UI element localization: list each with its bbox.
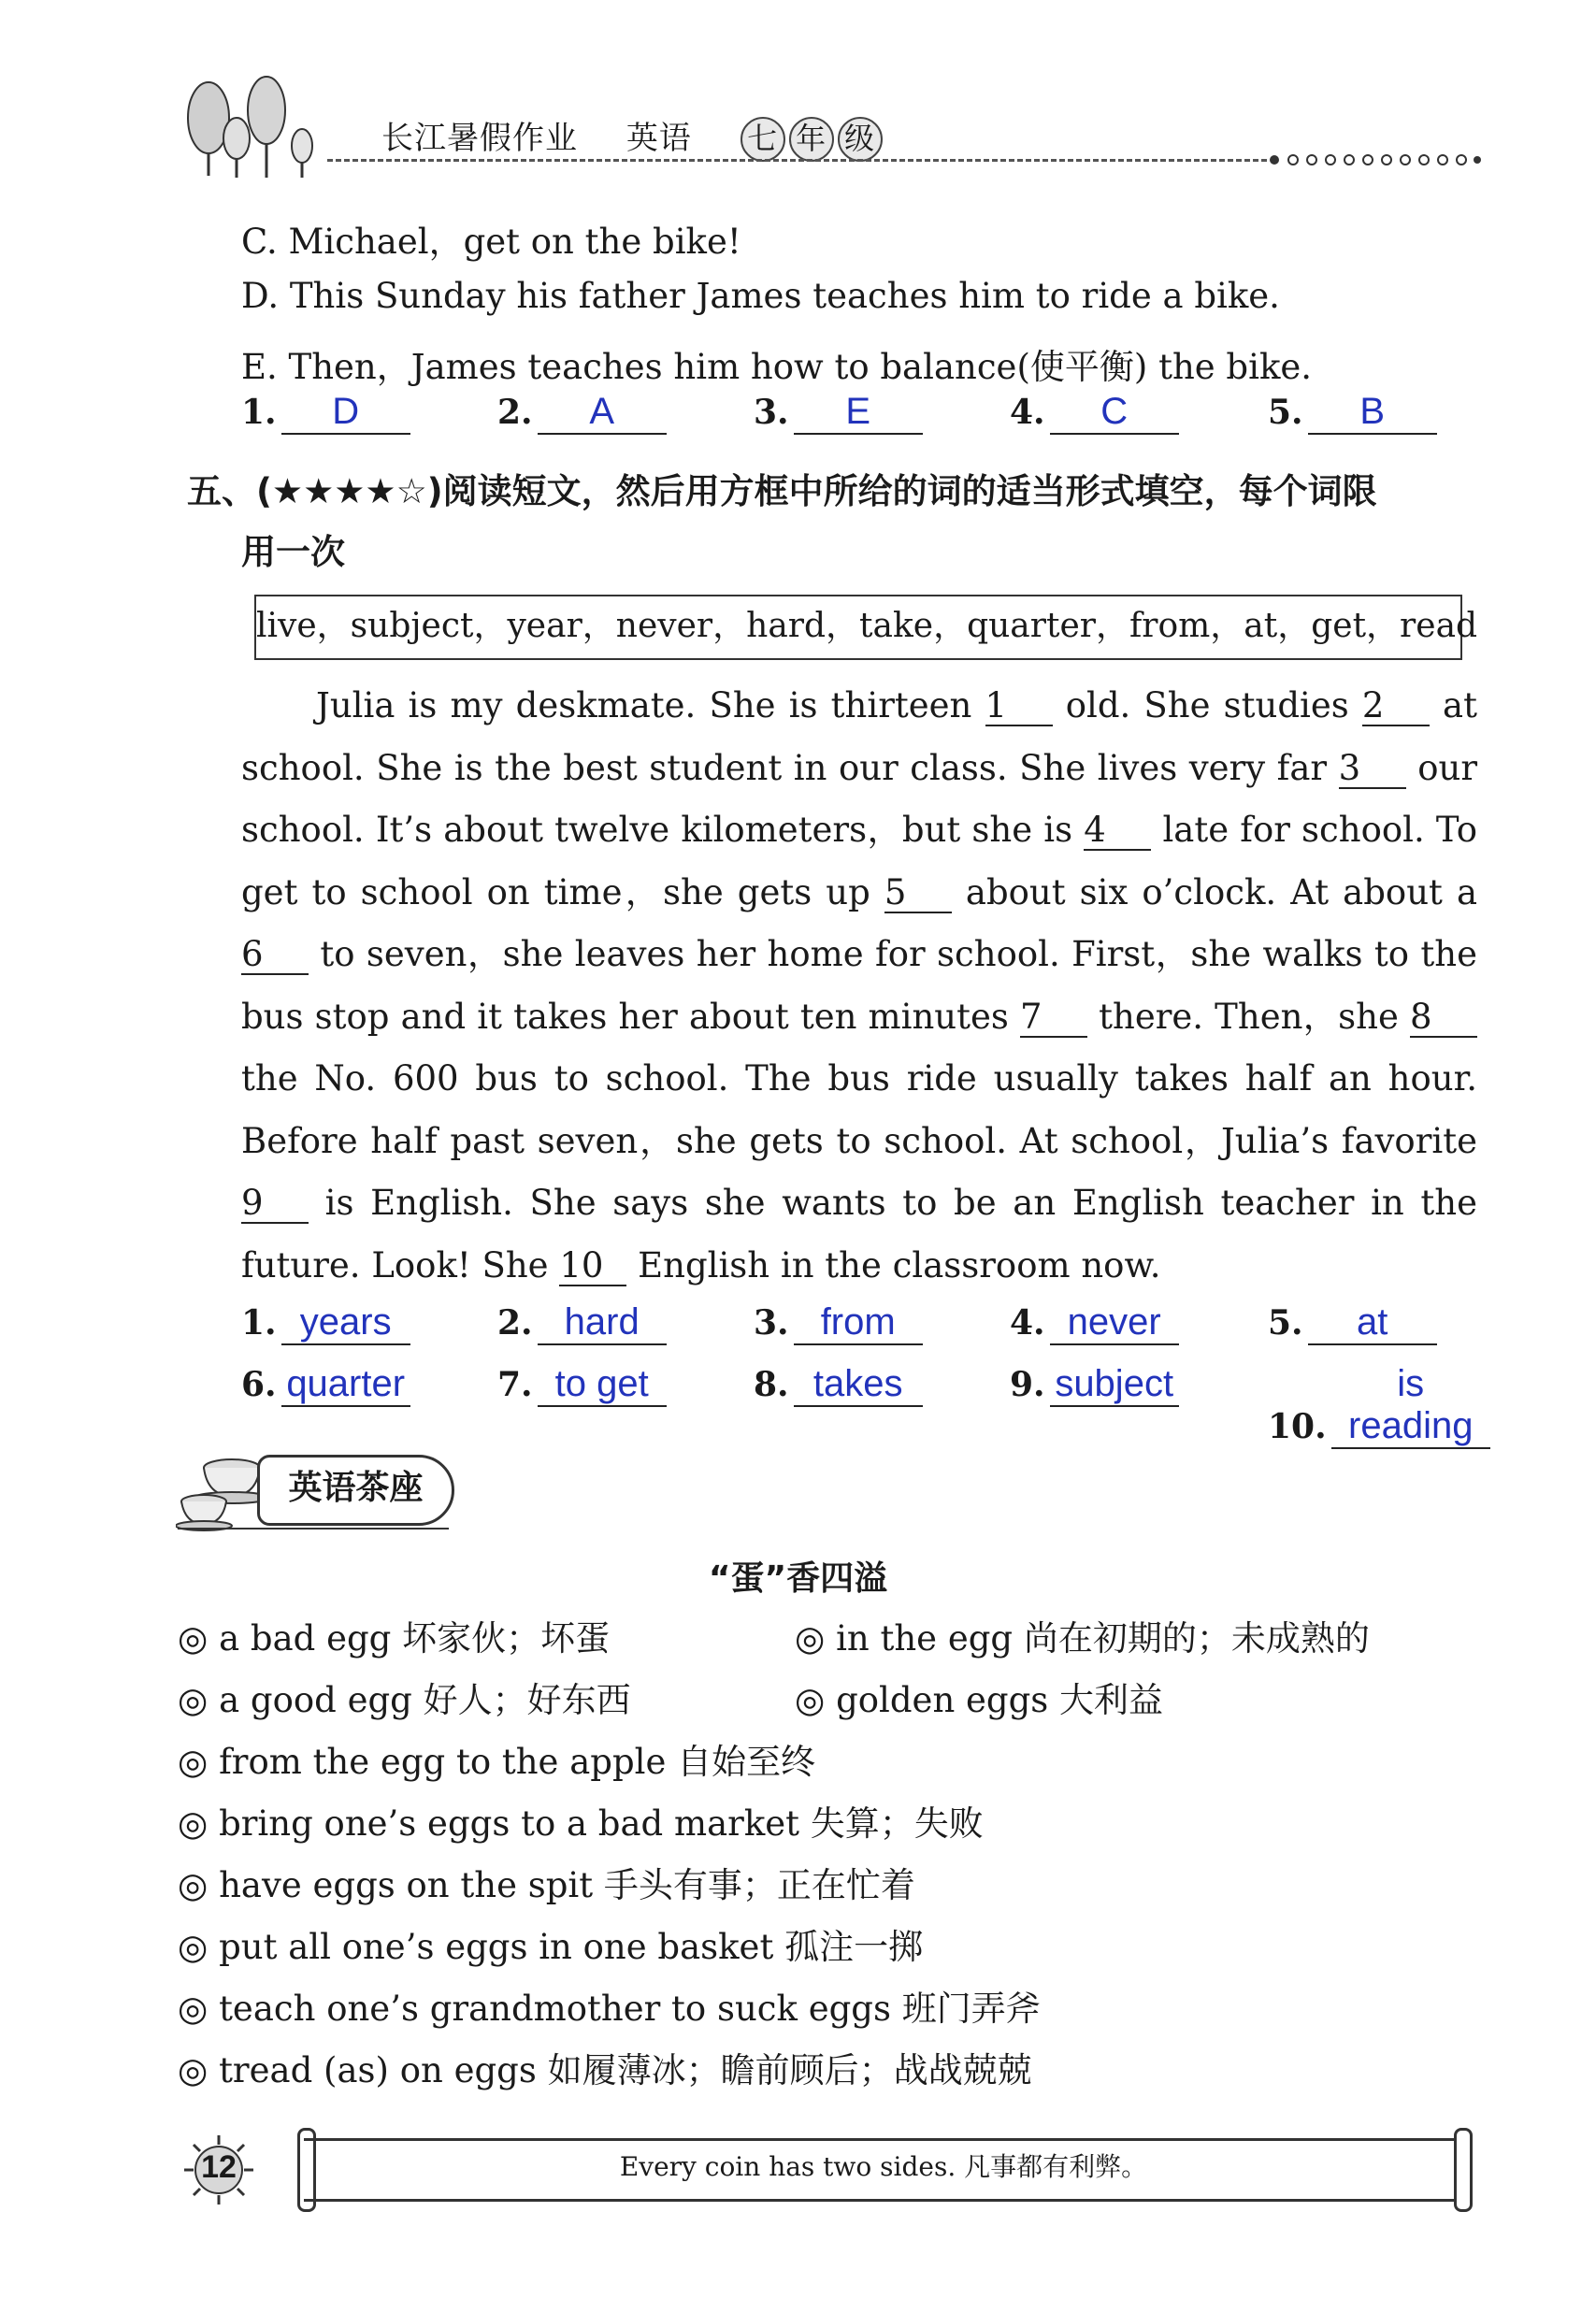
bullet-icon: ◎ [795, 1680, 826, 1720]
idiom-item [178, 1795, 984, 1846]
idiom-item [178, 1980, 1041, 2031]
bullet-icon: ◎ [178, 1803, 208, 1844]
passage-blank: 5 [884, 874, 952, 913]
idiom-item [178, 2042, 1032, 2092]
answer-value: hard [564, 1301, 640, 1343]
answer-item [754, 1363, 923, 1407]
passage-blank: 8 [1410, 998, 1477, 1038]
answer-item [497, 1301, 667, 1345]
passage-text: Julia is my deskmate. She is thirteen [316, 685, 972, 725]
header-title [381, 112, 924, 162]
answer-value: A [589, 391, 615, 432]
answer-item [241, 1301, 410, 1345]
idiom-text: put all one’s eggs in one basket 孤注一掷 [219, 1927, 924, 1967]
idiom-item [795, 1610, 1370, 1660]
idiom-item [178, 1733, 815, 1784]
answer-value: D [332, 391, 360, 432]
section-5-title-cont: 用一次 [241, 532, 345, 572]
answer-number: 10. [1268, 1407, 1327, 1446]
book-title: 长江暑假作业 [381, 120, 578, 157]
idiom-text: from the egg to the apple 自始至终 [219, 1742, 816, 1782]
answer-blank [1308, 1301, 1437, 1345]
answer-number: 6. [241, 1365, 277, 1404]
answer-item [754, 391, 923, 435]
header-divider [327, 159, 1267, 162]
passage-blank: 3 [1339, 750, 1406, 789]
passage-blank: 2 [1362, 687, 1430, 726]
answer-blank [1050, 391, 1179, 435]
grade-label [740, 120, 886, 157]
idiom-text: bring one’s eggs to a bad market 失算；失败 [219, 1803, 984, 1844]
passage-text: at school. She is the best student in our class. She lives very far [241, 685, 1477, 788]
bullet-icon: ◎ [178, 1680, 208, 1720]
bullet-icon: ◎ [178, 1618, 208, 1659]
answer-blank [281, 1363, 410, 1407]
answer-value: E [845, 391, 871, 432]
answer-item [1268, 1363, 1490, 1449]
answer-number: 1. [241, 393, 277, 432]
passage-blank: 9 [241, 1185, 309, 1224]
grade-char: 七 [740, 117, 785, 162]
header-dots-decoration [1267, 151, 1482, 168]
idiom-text: have eggs on the spit 手头有事；正在忙着 [219, 1865, 915, 1905]
page-number-badge [182, 2133, 255, 2206]
word-box: live，subject，year，never，hard，take，quarter，from，at，get，read [254, 595, 1462, 660]
bullet-icon: ◎ [795, 1618, 826, 1659]
answer-value: is reading [1348, 1363, 1474, 1446]
answer-value: never [1067, 1301, 1161, 1343]
answer-item [1010, 1363, 1179, 1407]
passage [241, 675, 1477, 1297]
passage-blank: 10 [559, 1247, 626, 1286]
answer-number: 4. [1010, 1303, 1045, 1343]
idiom-text: golden eggs 大利益 [836, 1680, 1164, 1720]
answer-blank [538, 1363, 667, 1407]
answer-blank [538, 391, 667, 435]
answer-value: quarter [286, 1363, 406, 1404]
answer-value: B [1359, 391, 1386, 432]
idiom-item [178, 1857, 915, 1907]
idiom-text: a bad egg 坏家伙；坏蛋 [219, 1618, 611, 1659]
answer-number: 7. [497, 1365, 533, 1404]
answer-number: 3. [754, 1303, 789, 1343]
bullet-icon: ◎ [178, 1989, 208, 2029]
answer-blank [794, 391, 923, 435]
answer-item [497, 391, 667, 435]
passage-text: English in the classroom now. [638, 1244, 1161, 1285]
passage-text: our school. It’s about twelve kilometers，but she is [241, 747, 1478, 850]
idiom-item [178, 1918, 923, 1969]
answer-value: to get [554, 1363, 649, 1404]
answer-item [241, 1363, 410, 1407]
answer-blank [1308, 391, 1437, 435]
option-c: C. Michael，get on the bike! [241, 222, 741, 262]
answer-value: C [1100, 391, 1129, 432]
bullet-icon: ◎ [178, 1742, 208, 1782]
answer-number: 8. [754, 1365, 789, 1404]
passage-text: the No. 600 bus to school. The bus ride usually takes half an hour. Before half past seven，she gets to school. At school，Julia’s favorite [241, 1058, 1477, 1161]
answer-blank [794, 1363, 923, 1407]
bullet-icon: ◎ [178, 2050, 208, 2090]
bullet-icon: ◎ [178, 1865, 208, 1905]
answer-number: 2. [497, 1303, 533, 1343]
passage-blank: 6 [241, 936, 309, 975]
egg-idioms-title: “蛋”香四溢 [708, 1559, 888, 1598]
passage-text: there. Then，she [1099, 996, 1399, 1037]
answer-item [1010, 1301, 1179, 1345]
motto-text: Every coin has two sides. 凡事都有利弊。 [619, 2151, 1148, 2182]
idiom-item [178, 1672, 631, 1722]
idiom-text: in the egg 尚在初期的；未成熟的 [836, 1618, 1370, 1659]
answer-number: 1. [241, 1303, 277, 1343]
answer-value: from [820, 1301, 896, 1343]
answer-blank [1331, 1363, 1490, 1449]
answer-item [1268, 1301, 1437, 1345]
answer-blank [281, 391, 410, 435]
answer-blank [538, 1301, 667, 1345]
answer-item [497, 1363, 667, 1407]
passage-blank: 7 [1020, 998, 1087, 1038]
passage-text: is English. She says she wants to be an English teacher in the future. Look! She [241, 1183, 1477, 1285]
answer-value: takes [812, 1363, 903, 1404]
passage-text: to seven，she leaves her home for school. First，she walks to the bus stop and it takes her about ten minutes [241, 934, 1477, 1037]
grade-char: 年 [789, 117, 834, 162]
answer-item [241, 391, 410, 435]
section-5-answers [241, 1301, 1494, 1446]
prev-answer-row [241, 391, 1494, 447]
answer-item [754, 1301, 923, 1345]
idiom-item [795, 1672, 1163, 1722]
option-e: E. Then，James teaches him how to balance(使平衡) the bike. [241, 347, 1313, 387]
grade-char: 级 [838, 117, 883, 162]
passage-text: old. She studies [1065, 685, 1349, 725]
idiom-text: a good egg 好人；好东西 [219, 1680, 631, 1720]
answer-number: 2. [497, 393, 533, 432]
section-5-title: 五、(★★★★☆)阅读短文，然后用方框中所给的词的适当形式填空，每个词限 [187, 471, 1377, 511]
answer-blank [794, 1301, 923, 1345]
bullet-icon: ◎ [178, 1927, 208, 1967]
answer-number: 4. [1010, 393, 1045, 432]
passage-text: about six o’clock. At about a [965, 871, 1477, 912]
passage-text: late for school. To get to school on time，she gets up [241, 810, 1477, 912]
answer-number: 5. [1268, 1303, 1303, 1343]
answer-number: 9. [1010, 1365, 1045, 1404]
answer-blank [1050, 1301, 1179, 1345]
idiom-text: teach one’s grandmother to suck eggs 班门弄斧 [219, 1989, 1041, 2029]
answer-item [1010, 391, 1179, 435]
answer-blank [1050, 1363, 1179, 1407]
idiom-text: tread (as) on eggs 如履薄冰；瞻前顾后；战战兢兢 [219, 2050, 1032, 2090]
page-number: 12 [201, 2149, 237, 2185]
answer-blank [281, 1301, 410, 1345]
option-d: D. This Sunday his father James teaches him to ride a bike. [241, 276, 1280, 316]
answer-value: at [1357, 1301, 1388, 1343]
answer-value: subject [1055, 1363, 1174, 1404]
tea-corner-underline [178, 1528, 449, 1530]
idiom-item [178, 1610, 610, 1660]
subject-label: 英语 [625, 120, 692, 157]
answer-item [1268, 391, 1437, 435]
answer-number: 3. [754, 393, 789, 432]
passage-blank: 1 [985, 687, 1053, 726]
answer-value: years [299, 1301, 392, 1343]
tea-corner-banner: 英语茶座 [257, 1455, 454, 1526]
answer-number: 5. [1268, 393, 1303, 432]
trees-logo-icon [182, 73, 323, 180]
passage-blank: 4 [1084, 811, 1151, 851]
